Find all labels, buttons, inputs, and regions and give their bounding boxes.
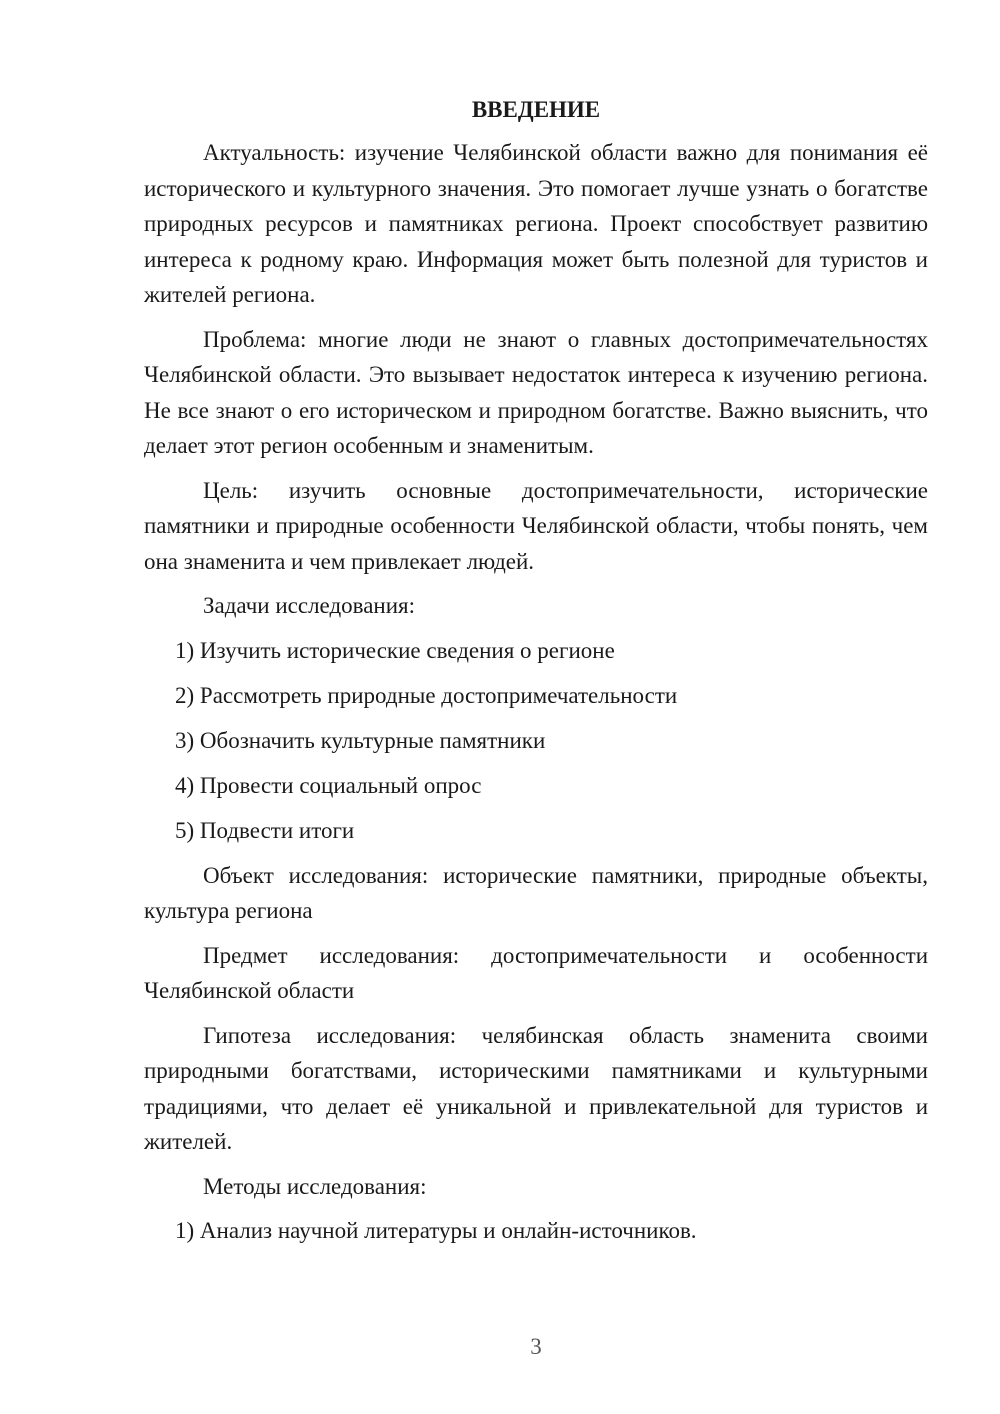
document-page bbox=[144, 92, 928, 1258]
task-item: 3) Обозначить культурные памятники bbox=[175, 727, 546, 753]
tasks-heading: Задачи исследования: bbox=[203, 593, 416, 618]
method-item: 1) Анализ научной литературы и онлайн-источников. bbox=[175, 1218, 697, 1243]
methods-heading: Методы исследования: bbox=[203, 1173, 427, 1199]
hypothesis-paragraph: Гипотеза исследования: челябинская область знаменита своими природными богатствами, историческими памятниками и культурными традициями, что делает её уникальной и привлекательной для туристов и жителей. bbox=[144, 1022, 928, 1154]
subject-paragraph: Предмет исследования: достопримечательности и особенности Челябинской области bbox=[144, 942, 928, 1003]
relevance-paragraph: Актуальность: изучение Челябинской области важно для понимания её исторического и культурного значения. Это помогает лучше узнать о богатстве природных ресурсов и памятниках региона. Проект способствует развитию интереса к родному краю. Информация может быть полезной для туристов и жителей региона. bbox=[144, 140, 928, 307]
object-paragraph: Объект исследования: исторические памятники, природные объекты, культура региона bbox=[144, 862, 928, 923]
task-item: 1) Изучить исторические сведения о регионе bbox=[175, 637, 615, 663]
task-item: 2) Рассмотреть природные достопримечательности bbox=[175, 682, 678, 708]
problem-paragraph: Проблема: многие люди не знают о главных достопримечательностях Челябинской области. Это вызывает недостаток интереса к изучению региона. Не все знают о его историческом и природном богатстве. Важно выяснить, что делает этот регион особенным и знаменитым. bbox=[144, 326, 928, 458]
task-item: 5) Подвести итоги bbox=[175, 817, 355, 843]
section-title: ВВЕДЕНИЕ bbox=[471, 97, 601, 122]
page-number: 3 bbox=[530, 1334, 542, 1359]
task-item: 4) Провести социальный опрос bbox=[175, 772, 482, 798]
goal-paragraph: Цель: изучить основные достопримечательности, исторические памятники и природные особенности Челябинской области, чтобы понять, чем она знаменита и чем привлекает людей. bbox=[144, 477, 928, 574]
